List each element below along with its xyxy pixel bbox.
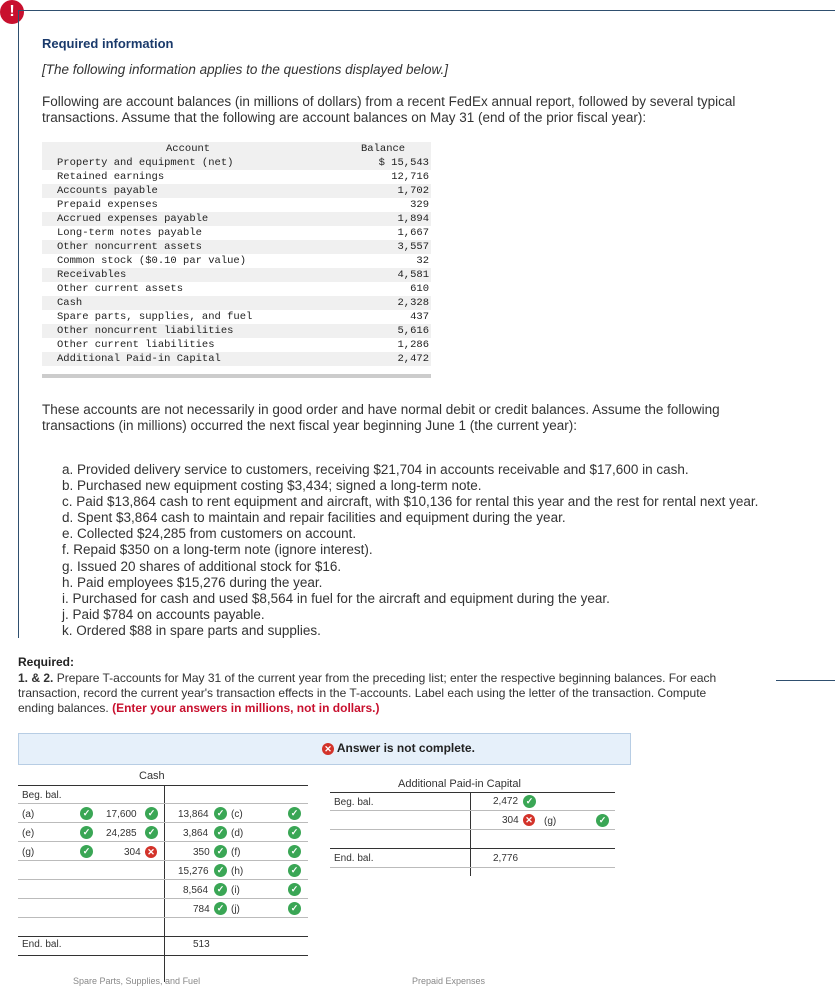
balance-row-account: Other noncurrent assets	[57, 241, 202, 253]
cash-end-value[interactable]: 513	[193, 939, 210, 950]
check-icon: ✓	[214, 807, 227, 820]
check-icon: ✓	[80, 826, 93, 839]
check-icon: ✓	[214, 864, 227, 877]
balance-row-value: 1,286	[397, 339, 429, 351]
apic-end-label: End. bal.	[334, 853, 374, 864]
transaction-d: d. Spent $3,864 cash to maintain and repair facilities and equipment during the year.	[62, 510, 566, 526]
cash-debit-value-g[interactable]: 304	[124, 847, 141, 858]
cash-credit-label-f[interactable]: (f)	[231, 847, 241, 858]
check-icon: ✓	[523, 795, 536, 808]
alert-icon: !	[0, 0, 24, 24]
x-icon: ✕	[523, 814, 535, 826]
cash-credit-value-i[interactable]: 8,564	[183, 885, 209, 896]
apic-entry-label[interactable]: (g)	[544, 816, 557, 827]
transaction-g: g. Issued 20 shares of additional stock for $16.	[62, 558, 342, 574]
answer-status-text: Answer is not complete.	[336, 741, 475, 755]
balance-row-account: Spare parts, supplies, and fuel	[57, 311, 253, 323]
balance-row-value: 1,702	[397, 185, 429, 197]
balance-row-account: Other noncurrent liabilities	[57, 325, 234, 337]
required-warning: (Enter your answers in millions, not in dollars.)	[112, 701, 380, 715]
required-line-1: Prepare T-accounts for May 31 of the current year from the preceding list; enter the respective beginning balances. For each	[53, 671, 717, 685]
cash-debit-label-e[interactable]: (e)	[22, 828, 35, 839]
cash-beg-label: Beg. bal.	[22, 790, 62, 801]
balance-row-value: 4,581	[397, 269, 429, 281]
info-note: [The following information applies to the questions displayed below.]	[42, 62, 448, 77]
check-icon: ✓	[596, 814, 609, 827]
apic-beg-value[interactable]: 2,472	[493, 796, 519, 807]
cash-credit-value-h[interactable]: 15,276	[178, 866, 209, 877]
balance-row-account: Cash	[57, 297, 83, 309]
balance-row-account: Property and equipment (net)	[57, 157, 234, 169]
balance-row-account: Receivables	[57, 269, 127, 281]
cash-credit-value-c[interactable]: 13,864	[178, 809, 209, 820]
intro-line-2: transactions. Assume that the following are account balances on May 31 (end of the prior fiscal year):	[42, 110, 647, 125]
required-information-title: Required information	[42, 36, 174, 51]
required-part-number: 1. & 2.	[18, 671, 54, 685]
check-icon: ✓	[288, 845, 301, 858]
balances-table	[42, 142, 431, 378]
check-icon: ✓	[288, 807, 301, 820]
check-icon: ✓	[214, 883, 227, 896]
cash-credit-value-j[interactable]: 784	[193, 904, 210, 915]
transaction-j: j. Paid $784 on accounts payable.	[62, 606, 265, 622]
balance-row-account: Additional Paid-in Capital	[57, 353, 221, 365]
balance-row-value: 32	[416, 255, 429, 267]
table-bottom-bar	[42, 374, 431, 378]
balance-row-account: Long-term notes payable	[57, 227, 202, 239]
apic-entry-value[interactable]: 304	[502, 815, 519, 826]
transaction-b: b. Purchased new equipment costing $3,434; signed a long-term note.	[62, 478, 482, 494]
intro-line-1: Following are account balances (in millions of dollars) from a recent FedEx annual report, followed by several typical	[42, 94, 736, 109]
transactions-list	[62, 462, 758, 639]
balance-row-value: 5,616	[397, 325, 429, 337]
cash-t-account	[18, 764, 308, 986]
top-border	[18, 10, 835, 11]
cash-title: Cash	[139, 770, 165, 782]
balance-row-value: 1,894	[397, 213, 429, 225]
cash-credit-label-c[interactable]: (c)	[231, 809, 243, 820]
check-icon: ✓	[288, 826, 301, 839]
cash-debit-label-a[interactable]: (a)	[22, 809, 35, 820]
transactions-intro-line-2: transactions (in millions) occurred the next fiscal year beginning June 1 (the current year):	[42, 418, 578, 433]
cash-credit-label-d[interactable]: (d)	[231, 828, 244, 839]
balance-row-account: Other current liabilities	[57, 339, 215, 351]
transaction-i: i. Purchased for cash and used $8,564 in fuel for the aircraft and equipment during the year.	[62, 590, 610, 606]
apic-t-account	[330, 764, 615, 986]
required-text	[18, 671, 768, 716]
balance-row-account: Common stock ($0.10 par value)	[57, 255, 247, 267]
balance-row-value: 12,716	[391, 171, 429, 183]
transaction-h: h. Paid employees $15,276 during the year.	[62, 574, 323, 590]
check-icon: ✓	[214, 845, 227, 858]
required-divider	[776, 680, 835, 681]
balance-row-value: 2,328	[397, 297, 429, 309]
transaction-c: c. Paid $13,864 cash to rent equipment and aircraft, with $10,136 for rental this year and the rest for rental next year.	[62, 494, 759, 510]
balance-row-account: Accounts payable	[57, 185, 158, 197]
balance-row-value: $ 15,543	[378, 157, 429, 169]
answer-status	[322, 741, 475, 755]
check-icon: ✓	[145, 826, 158, 839]
transaction-a: a. Provided delivery service to customers, receiving $21,704 in accounts receivable and $17,600 in cash.	[62, 462, 689, 477]
cash-end-label: End. bal.	[22, 939, 62, 950]
cash-credit-value-f[interactable]: 350	[193, 847, 210, 858]
check-icon: ✓	[214, 902, 227, 915]
check-icon: ✓	[145, 807, 158, 820]
cash-debit-value-a[interactable]: 17,600	[106, 809, 137, 820]
check-icon: ✓	[214, 826, 227, 839]
prepaid-expenses-title-cut: Prepaid Expenses	[412, 976, 486, 986]
check-icon: ✓	[288, 883, 301, 896]
cash-credit-label-j[interactable]: (j)	[231, 904, 240, 915]
balance-row-value: 3,557	[397, 241, 429, 253]
check-icon: ✓	[288, 902, 301, 915]
col-balance-header: Balance	[361, 143, 406, 155]
required-line-3: ending balances.	[18, 701, 113, 715]
transaction-f: f. Repaid $350 on a long-term note (ignore interest).	[62, 542, 373, 558]
apic-title: Additional Paid-in Capital	[398, 778, 521, 790]
balance-row-value: 437	[410, 311, 429, 323]
cash-debit-value-e[interactable]: 24,285	[106, 828, 137, 839]
col-account-header: Account	[166, 143, 211, 155]
apic-end-value[interactable]: 2,776	[493, 853, 519, 864]
balance-row-account: Retained earnings	[57, 171, 165, 183]
x-icon: ✕	[322, 743, 334, 755]
check-icon: ✓	[80, 807, 93, 820]
required-label: Required:	[18, 655, 75, 669]
transaction-k: k. Ordered $88 in spare parts and supplies.	[62, 622, 321, 638]
balance-row-account: Prepaid expenses	[57, 199, 158, 211]
cash-credit-label-i[interactable]: (i)	[231, 885, 240, 896]
next-account-title-cut: Spare Parts, Supplies, and Fuel	[73, 976, 201, 986]
apic-beg-label: Beg. bal.	[334, 797, 374, 808]
check-icon: ✓	[80, 845, 93, 858]
balance-row-account: Other current assets	[57, 283, 184, 295]
balance-row-value: 1,667	[397, 227, 429, 239]
balance-row-value: 610	[410, 283, 429, 295]
left-border	[18, 10, 19, 638]
balance-row-value: 329	[410, 199, 429, 211]
transactions-intro-line-1: These accounts are not necessarily in good order and have normal debit or credit balances. Assume the following	[42, 402, 720, 417]
balance-row-account: Accrued expenses payable	[57, 213, 209, 225]
x-icon: ✕	[145, 846, 157, 858]
balance-row-value: 2,472	[397, 353, 429, 365]
cash-debit-label-g[interactable]: (g)	[22, 847, 35, 858]
check-icon: ✓	[288, 864, 301, 877]
cash-credit-label-h[interactable]: (h)	[231, 866, 244, 877]
required-line-2: transaction, record the current year's transaction effects in the T-accounts. Label each using the letter of the transaction. Compute	[18, 686, 707, 700]
cash-credit-value-d[interactable]: 3,864	[183, 828, 209, 839]
transaction-e: e. Collected $24,285 from customers on account.	[62, 526, 357, 542]
